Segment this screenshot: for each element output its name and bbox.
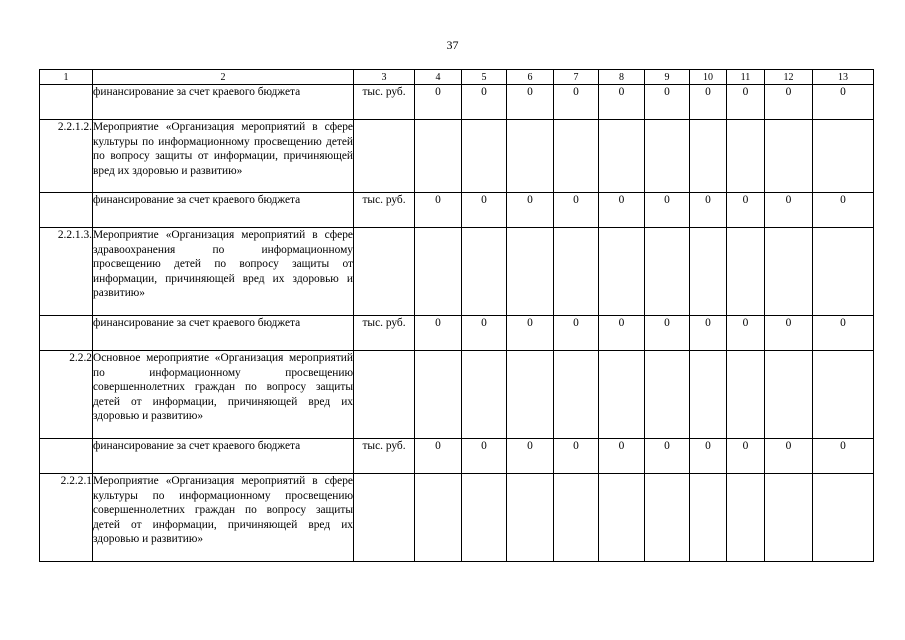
column-number-13: 13: [813, 70, 874, 85]
row-value-col-13: 0: [813, 316, 874, 351]
table-row: [40, 439, 874, 474]
row-code: 2.2.1.2.: [40, 120, 93, 193]
budget-table: [39, 69, 874, 562]
row-description: Мероприятие «Организация мероприятий в сфере здравоохранения по информационному просвещению детей по вопросу защиты от информации, причиняющей вред их здоровью и развитию»: [93, 228, 354, 316]
row-value-col-4: [415, 351, 462, 439]
row-value-col-9: [645, 120, 690, 193]
column-number-5: 5: [462, 70, 507, 85]
row-value-col-9: 0: [645, 193, 690, 228]
row-code: 2.2.2.1: [40, 474, 93, 562]
row-value-col-12: [765, 120, 813, 193]
column-number-row: [40, 70, 874, 85]
row-value-col-8: 0: [599, 193, 645, 228]
row-value-col-9: [645, 474, 690, 562]
row-value-col-5: [462, 351, 507, 439]
row-description: финансирование за счет краевого бюджета: [93, 85, 354, 120]
row-value-col-9: [645, 228, 690, 316]
row-value-col-5: [462, 474, 507, 562]
row-value-col-4: 0: [415, 439, 462, 474]
row-value-col-6: 0: [507, 85, 554, 120]
row-value-col-7: [554, 120, 599, 193]
row-value-col-7: [554, 351, 599, 439]
row-code: [40, 316, 93, 351]
column-number-1: 1: [40, 70, 93, 85]
column-number-11: 11: [727, 70, 765, 85]
row-value-col-11: 0: [727, 316, 765, 351]
row-value-col-8: [599, 474, 645, 562]
row-unit: тыс. руб.: [354, 85, 415, 120]
table-row: [40, 85, 874, 120]
row-value-col-10: [690, 120, 727, 193]
row-description: Мероприятие «Организация мероприятий в сфере культуры по информационному просвещению детей по вопросу защиты от информации, причиняющей вред их здоровью и развитию»: [93, 120, 354, 193]
row-value-col-8: 0: [599, 85, 645, 120]
row-value-col-11: 0: [727, 85, 765, 120]
row-value-col-12: 0: [765, 439, 813, 474]
row-value-col-11: 0: [727, 439, 765, 474]
page-number: 37: [446, 38, 459, 52]
row-unit: [354, 120, 415, 193]
row-value-col-4: [415, 474, 462, 562]
row-value-col-7: 0: [554, 316, 599, 351]
column-number-4: 4: [415, 70, 462, 85]
row-value-col-10: [690, 228, 727, 316]
row-value-col-13: 0: [813, 193, 874, 228]
row-value-col-10: 0: [690, 316, 727, 351]
column-number-2: 2: [93, 70, 354, 85]
row-value-col-9: 0: [645, 316, 690, 351]
row-value-col-4: [415, 120, 462, 193]
row-value-col-8: 0: [599, 316, 645, 351]
row-unit: тыс. руб.: [354, 193, 415, 228]
row-value-col-6: 0: [507, 439, 554, 474]
row-value-col-8: [599, 228, 645, 316]
row-value-col-13: 0: [813, 85, 874, 120]
row-value-col-4: 0: [415, 85, 462, 120]
row-value-col-13: [813, 351, 874, 439]
row-code: 2.2.2: [40, 351, 93, 439]
table-row: [40, 228, 874, 316]
row-value-col-5: 0: [462, 439, 507, 474]
row-value-col-10: 0: [690, 193, 727, 228]
table-row: [40, 351, 874, 439]
column-number-3: 3: [354, 70, 415, 85]
row-value-col-10: [690, 474, 727, 562]
row-value-col-6: 0: [507, 316, 554, 351]
row-value-col-8: 0: [599, 439, 645, 474]
row-value-col-8: [599, 351, 645, 439]
table-row: [40, 120, 874, 193]
row-value-col-5: [462, 120, 507, 193]
row-description: финансирование за счет краевого бюджета: [93, 316, 354, 351]
row-code: 2.2.1.3.: [40, 228, 93, 316]
row-value-col-13: [813, 474, 874, 562]
row-description: финансирование за счет краевого бюджета: [93, 439, 354, 474]
table-row: [40, 316, 874, 351]
row-value-col-7: [554, 228, 599, 316]
row-value-col-11: [727, 351, 765, 439]
row-value-col-7: 0: [554, 439, 599, 474]
row-value-col-10: 0: [690, 439, 727, 474]
row-value-col-5: 0: [462, 193, 507, 228]
table-row: [40, 193, 874, 228]
row-value-col-13: [813, 120, 874, 193]
row-value-col-7: 0: [554, 85, 599, 120]
column-number-6: 6: [507, 70, 554, 85]
row-unit: тыс. руб.: [354, 439, 415, 474]
column-number-12: 12: [765, 70, 813, 85]
row-value-col-5: 0: [462, 85, 507, 120]
row-value-col-8: [599, 120, 645, 193]
row-value-col-12: 0: [765, 85, 813, 120]
row-value-col-6: [507, 120, 554, 193]
row-value-col-6: 0: [507, 193, 554, 228]
row-value-col-13: [813, 228, 874, 316]
row-value-col-4: [415, 228, 462, 316]
column-number-10: 10: [690, 70, 727, 85]
row-code: [40, 439, 93, 474]
column-number-9: 9: [645, 70, 690, 85]
row-unit: [354, 228, 415, 316]
row-value-col-9: 0: [645, 439, 690, 474]
row-value-col-7: [554, 474, 599, 562]
row-description: Мероприятие «Организация мероприятий в сфере культуры по информационному просвещению совершеннолетних граждан по вопросу защиты детей от информации, причиняющей вред их здоровью и развитию»: [93, 474, 354, 562]
row-description: финансирование за счет краевого бюджета: [93, 193, 354, 228]
row-value-col-10: [690, 351, 727, 439]
row-unit: [354, 474, 415, 562]
row-value-col-9: [645, 351, 690, 439]
row-value-col-9: 0: [645, 85, 690, 120]
column-number-7: 7: [554, 70, 599, 85]
row-value-col-6: [507, 351, 554, 439]
row-value-col-5: [462, 228, 507, 316]
row-value-col-12: 0: [765, 193, 813, 228]
row-value-col-10: 0: [690, 85, 727, 120]
column-number-8: 8: [599, 70, 645, 85]
row-value-col-6: [507, 474, 554, 562]
row-unit: [354, 351, 415, 439]
row-code: [40, 85, 93, 120]
row-value-col-12: 0: [765, 316, 813, 351]
row-value-col-6: [507, 228, 554, 316]
row-code: [40, 193, 93, 228]
row-value-col-4: 0: [415, 316, 462, 351]
row-value-col-12: [765, 351, 813, 439]
table-row: [40, 474, 874, 562]
row-value-col-11: 0: [727, 193, 765, 228]
row-value-col-5: 0: [462, 316, 507, 351]
row-description: Основное мероприятие «Организация мероприятий по информационному просвещению совершеннолетних граждан по вопросу защиты детей от информации, причиняющей вред их здоровью и развитию»: [93, 351, 354, 439]
row-value-col-11: [727, 474, 765, 562]
row-unit: тыс. руб.: [354, 316, 415, 351]
row-value-col-12: [765, 474, 813, 562]
row-value-col-13: 0: [813, 439, 874, 474]
row-value-col-7: 0: [554, 193, 599, 228]
row-value-col-11: [727, 228, 765, 316]
row-value-col-11: [727, 120, 765, 193]
row-value-col-12: [765, 228, 813, 316]
row-value-col-4: 0: [415, 193, 462, 228]
